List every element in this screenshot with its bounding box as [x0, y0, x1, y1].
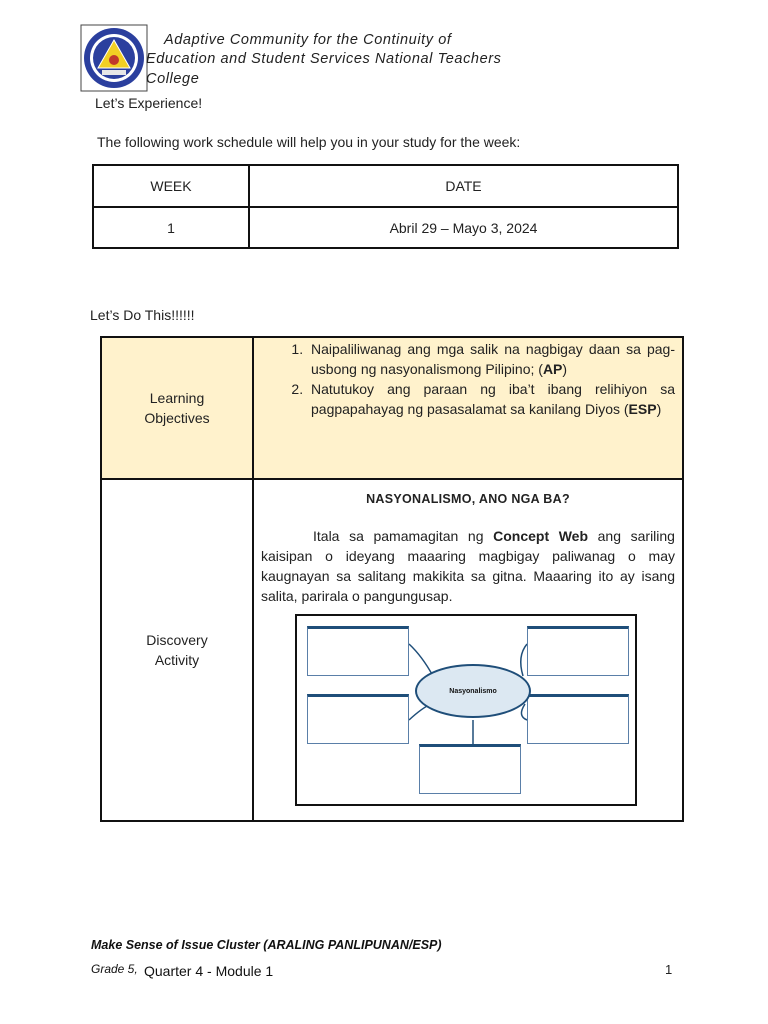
schedule-intro-text: The following work schedule will help you in your study for the week:	[97, 134, 521, 150]
lets-experience-heading: Let’s Experience!	[95, 95, 203, 111]
objective-item	[307, 379, 675, 419]
objective-2-text: Natutukoy ang paraan ng iba’t ibang relihiyon sa pagpapahayag ng pasasalamat sa kanilang Diyos (	[311, 381, 675, 417]
lesson-table	[100, 336, 684, 822]
week-cell: 1	[93, 207, 249, 248]
discovery-content	[253, 479, 683, 821]
concept-box-middle-right[interactable]	[527, 694, 629, 744]
activity-instructions	[261, 526, 675, 606]
objectives-label	[101, 337, 253, 479]
work-schedule-table	[92, 164, 679, 249]
discovery-row	[101, 479, 683, 821]
objective-1-end: )	[562, 361, 568, 377]
objectives-row	[101, 337, 683, 479]
concept-box-top-right[interactable]	[527, 626, 629, 676]
date-cell: Abril 29 – Mayo 3, 2024	[249, 207, 678, 248]
concept-web-diagram	[295, 614, 637, 806]
concept-box-middle-left[interactable]	[307, 694, 409, 744]
objective-2-end: )	[656, 401, 662, 417]
footer-cluster-title: Make Sense of Issue Cluster (ARALING PANLIPUNAN/ESP)	[91, 938, 442, 952]
week-header: WEEK	[93, 165, 249, 207]
objective-1-text: Naipaliliwanag ang mga salik na nagbigay daan sa pag-usbong ng nasyonalismong Pilipino; (	[311, 341, 675, 377]
discovery-label-text: Discovery Activity	[146, 632, 208, 668]
concept-box-bottom[interactable]	[419, 744, 521, 794]
objectives-label-text: Learning Objectives	[144, 390, 210, 426]
objectives-list	[255, 339, 681, 419]
header-line-1: Adaptive Community for the Continuity of	[164, 32, 452, 48]
discovery-label	[101, 479, 253, 821]
objective-item	[307, 339, 675, 379]
footer-grade: Grade 5,	[91, 962, 138, 976]
page-number: 1	[665, 962, 673, 977]
concept-box-top-left[interactable]	[307, 626, 409, 676]
table-row	[93, 207, 678, 248]
activity-title: NASYONALISMO, ANO NGA BA?	[366, 492, 570, 506]
header-line-2: Education and Student Services National Teachers	[146, 51, 502, 67]
concept-web-term: Concept Web	[493, 528, 589, 544]
lets-do-this-heading: Let’s Do This!!!!!!	[90, 307, 195, 323]
college-logo	[80, 24, 148, 92]
concept-center-node: Nasyonalismo	[415, 664, 531, 718]
objective-1-tag: AP	[542, 361, 563, 377]
objective-2-tag: ESP	[628, 401, 657, 417]
instructions-part-1: Itala sa pamamagitan ng	[313, 528, 494, 544]
objectives-content	[253, 337, 683, 479]
instructions-part-2: ang sariling kaisipan o ideyang maaaring magbigay paliwanag o may kaugnayan sa salitang makikita sa gitna. Maaaring ito ay isang salita, parirala o pangungusap.	[261, 528, 675, 604]
footer-quarter-module: Quarter 4 - Module 1	[144, 963, 274, 979]
table-header-row	[93, 165, 678, 207]
date-header: DATE	[249, 165, 678, 207]
header-line-3: College	[146, 71, 200, 87]
